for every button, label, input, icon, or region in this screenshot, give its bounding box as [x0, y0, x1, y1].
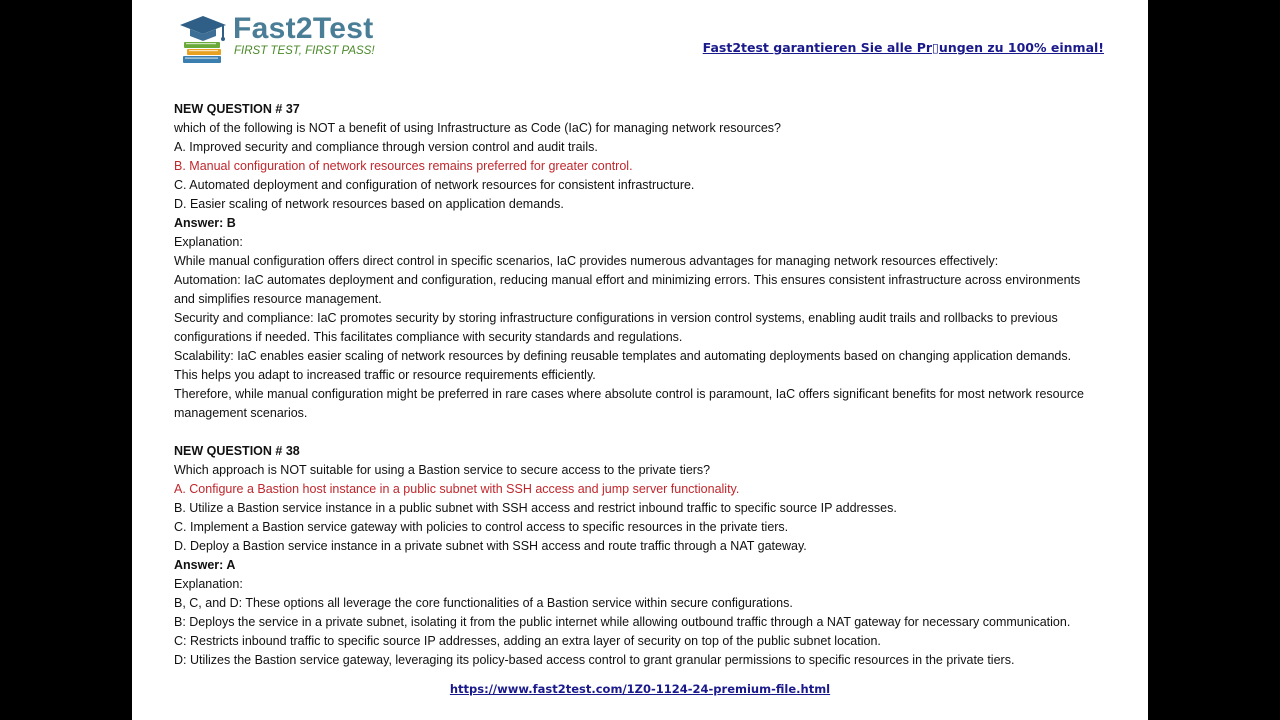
explanation-line: configurations if needed. This facilitates compliance with security standards and regulations. [174, 330, 683, 344]
question-title: NEW QUESTION # 38 [174, 444, 300, 458]
option-b: B. Utilize a Bastion service instance in a public subnet with SSH access and restrict inbound traffic to specific source IP addresses. [174, 501, 897, 515]
explanation-line: This helps you adapt to increased traffic or resource requirements efficiently. [174, 368, 596, 382]
explanation-line: Security and compliance: IaC promotes security by storing infrastructure configurations in version control systems, enabling audit trails and rollbacks to previous [174, 311, 1058, 325]
explanation-line: While manual configuration offers direct control in specific scenarios, IaC provides numerous advantages for managing network resources effectively: [174, 254, 999, 268]
explanation-label: Explanation: [174, 235, 243, 249]
graduation-cap-books-icon [176, 12, 230, 66]
question-content [174, 100, 1114, 670]
question-38 [174, 442, 1114, 670]
answer-label: Answer: B [174, 216, 236, 230]
question-text: which of the following is NOT a benefit of using Infrastructure as Code (IaC) for managing network resources? [174, 121, 782, 135]
option-b-correct: B. Manual configuration of network resources remains preferred for greater control. [174, 159, 633, 173]
explanation-line: Automation: IaC automates deployment and configuration, reducing manual effort and minimizing errors. This ensures consistent infrastructure across environments [174, 273, 1081, 287]
logo-tagline: FIRST TEST, FIRST PASS! [234, 45, 375, 57]
explanation-line: Therefore, while manual configuration might be preferred in rare cases where absolute control is paramount, IaC offers significant benefits for most network resource [174, 387, 1084, 401]
fast2test-logo[interactable] [176, 12, 386, 66]
option-d: D. Deploy a Bastion service instance in a private subnet with SSH access and route traffic through a NAT gateway. [174, 539, 807, 553]
option-d: D. Easier scaling of network resources based on application demands. [174, 197, 564, 211]
explanation-line: C: Restricts inbound traffic to specific source IP addresses, adding an extra layer of security on top of the public subnet location. [174, 634, 881, 648]
answer-label: Answer: A [174, 558, 236, 572]
document-page [132, 0, 1148, 720]
question-title: NEW QUESTION # 37 [174, 102, 300, 116]
question-37 [174, 100, 1114, 423]
option-c: C. Automated deployment and configuration of network resources for consistent infrastructure. [174, 178, 695, 192]
logo-title: Fast2Test [233, 12, 374, 45]
explanation-line: B: Deploys the service in a private subnet, isolating it from the public internet while allowing outbound traffic through a NAT gateway for necessary communication. [174, 615, 1071, 629]
footer-premium-file-link[interactable]: https://www.fast2test.com/1Z0-1124-24-premium-file.html [449, 682, 831, 696]
option-a-correct: A. Configure a Bastion host instance in a public subnet with SSH access and jump server functionality. [174, 482, 740, 496]
explanation-line: and simplifies resource management. [174, 292, 382, 306]
header-guarantee-link[interactable]: Fast2test garantieren Sie alle Pr▯ungen zu 100% einmal! [702, 40, 1104, 55]
explanation-line: B, C, and D: These options all leverage the core functionalities of a Bastion service within secure configurations. [174, 596, 793, 610]
option-c: C. Implement a Bastion service gateway with policies to control access to specific resources in the private tiers. [174, 520, 789, 534]
explanation-line: management scenarios. [174, 406, 308, 420]
question-text: Which approach is NOT suitable for using a Bastion service to secure access to the private tiers? [174, 463, 711, 477]
section-gap [174, 423, 1114, 442]
explanation-label: Explanation: [174, 577, 243, 591]
explanation-line: Scalability: IaC enables easier scaling of network resources by defining reusable templates and automating deployments based on changing application demands. [174, 349, 1072, 363]
option-a: A. Improved security and compliance through version control and audit trails. [174, 140, 598, 154]
explanation-line: D: Utilizes the Bastion service gateway, leveraging its policy-based access control to grant granular permissions to specific resources in the private tiers. [174, 653, 1015, 667]
